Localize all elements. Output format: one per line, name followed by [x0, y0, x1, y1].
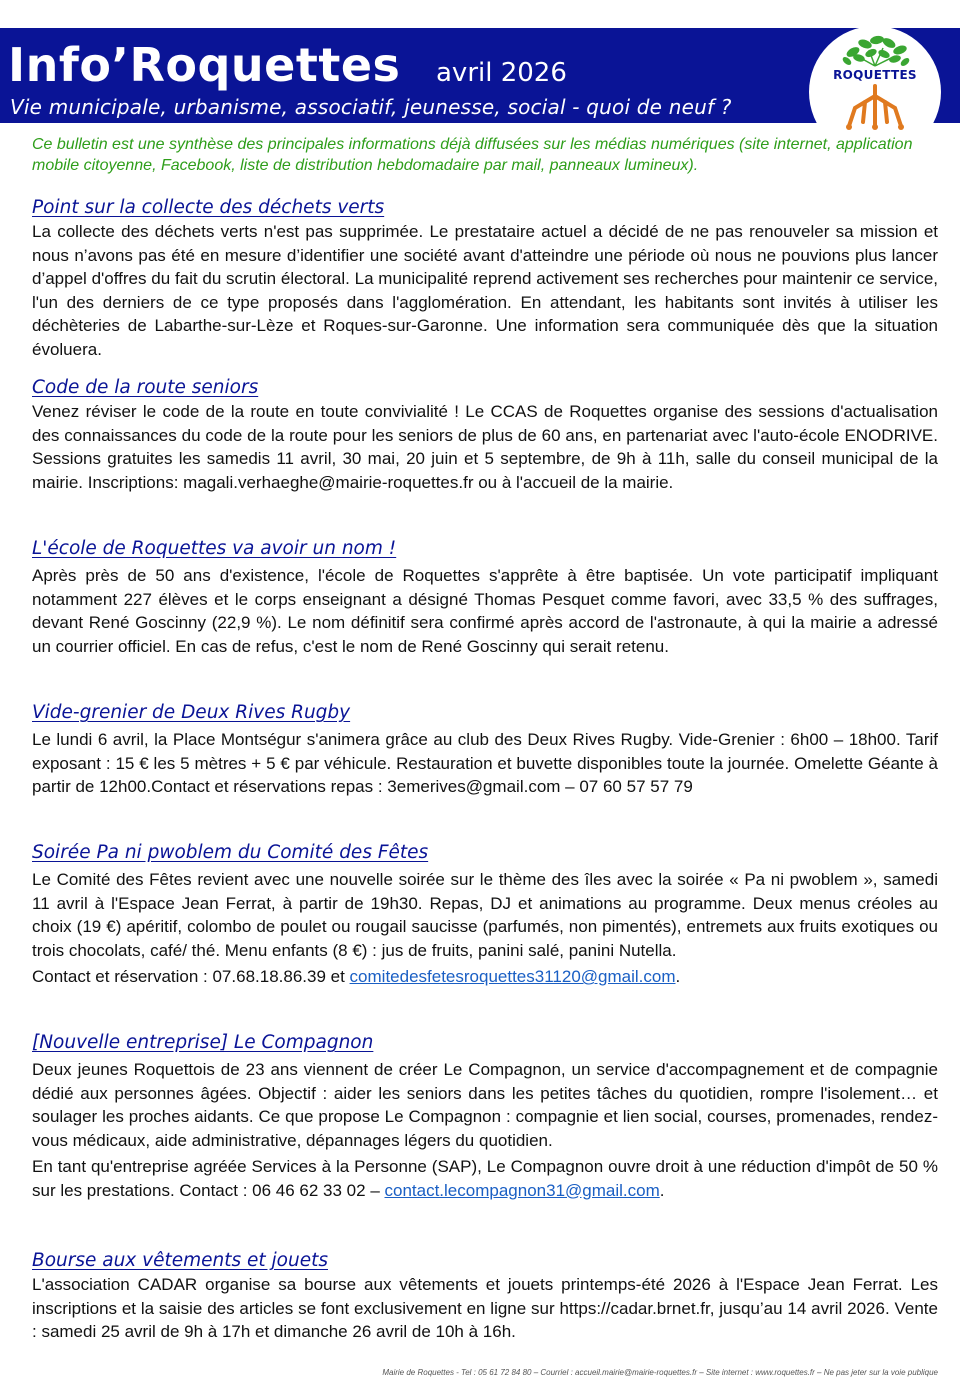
section-body: Le lundi 6 avril, la Place Montségur s'animera grâce au club des Deux Rives Rugby. Vide-Grenier : 6h00 – 18h00. Tarif exposant : 15 € les 5 mètres + 5 € par véhicule. Restauration et buvette disponibles toute la journée. Omelette Géante à partir de 12h00.Contact et réservations repas : 3emerives@gmail.com – 07 60 57 57 79: [32, 730, 938, 796]
section-bourse-vetements: [32, 1249, 938, 1344]
section-body: L'association CADAR organise sa bourse aux vêtements et jouets printemps-été 2026 à l'Espace Jean Ferrat. Les inscriptions et la saisie des articles se font exclusivement en ligne sur https://cadar.brnet.fr, jusqu’au 14 avril 2026. Vente : samedi 25 avril de 9h à 17h et dimanche 26 avril de 10h à 16h.: [32, 1275, 938, 1341]
section-ecole-nom: [32, 537, 938, 658]
section-le-compagnon: [32, 1031, 938, 1202]
tagline: Vie municipale, urbanisme, associatif, jeunesse, social - quoi de neuf ?: [10, 95, 732, 119]
issue-date: avril 2026: [436, 58, 567, 88]
section-body: Deux jeunes Roquettois de 23 ans viennent de créer Le Compagnon, un service d'accompagnement et de compagnie dédié aux personnes âgées. Objectif : aider les seniors dans les petites tâches du quotidien, rompre l'isolement… et soulager les proches aidants. Ce que propose Le Compagnon : compagnie et lien social, courses, promenades, rendez-vous médicaux, aide administrative, dépannages légers du quotidien.: [32, 1060, 938, 1150]
section-title: Soirée Pa ni pwoblem du Comité des Fêtes: [32, 842, 429, 863]
contact-line: [32, 1155, 938, 1202]
section-title: L'école de Roquettes va avoir un nom !: [32, 538, 397, 559]
comite-email-link[interactable]: comitedesfetesroquettes31120@gmail.com: [349, 967, 676, 986]
section-body: Venez réviser le code de la route en toute convivialité ! Le CCAS de Roquettes organise des sessions d'actualisation des connaissances du code de la route pour les seniors de plus de 60 ans, en partenariat avec l'auto-école ENODRIVE. Sessions gratuites les samedis 11 avril, 30 mai, 20 juin et 5 septembre, de 9h à 11h, salle du conseil municipal de la mairie. Inscriptions: magali.verhaeghe@mairie-roquettes.fr ou à l'accueil de la mairie.: [32, 402, 938, 492]
contact-prefix: En tant qu'entreprise agréée Services à la Personne (SAP), Le Compagnon ouvre droit à une réduction d'impôt de 50 % sur les prestations. Contact : 06 46 62 33 02 –: [32, 1157, 938, 1200]
contact-line: [32, 965, 938, 989]
section-title: Point sur la collecte des déchets verts: [32, 197, 385, 218]
section-dechets-verts: [32, 196, 938, 361]
section-body: La collecte des déchets verts n'est pas supprimée. Le prestataire actuel a décidé de ne pas renouveler sa mission et nous n’avons pas été en mesure d’identifier une société avant d'atteindre une période où nous ne pouvions plus lancer d’appel d'offres du fait du scrutin électoral. La municipalité reprend activement ses recherches pour maintenir ce service, l'un des derniers de ce type proposés dans l'agglomération. En attendant, les habitants sont invités à utiliser les déchèteries de Labarthe-sur-Lèze et Roques-sur-Garonne. Une information sera communiquée dès que la situation évoluera.: [32, 222, 938, 359]
section-title: Bourse aux vêtements et jouets: [32, 1250, 328, 1271]
contact-suffix: .: [659, 1180, 665, 1200]
section-title: [Nouvelle entreprise] Le Compagnon: [32, 1032, 374, 1053]
newsletter-title: Info’Roquettes: [8, 38, 401, 92]
footer-contact: Mairie de Roquettes - Tel : 05 61 72 84 80 – Courriel : accueil.mairie@mairie-roquettes.fr – Site internet : www.roquettes.fr – Ne pas jeter sur la voie publique: [382, 1368, 938, 1377]
logo-text: ROQUETTES: [833, 68, 917, 82]
section-title: Vide-grenier de Deux Rives Rugby: [32, 702, 351, 723]
intro-text: Ce bulletin est une synthèse des principales informations déjà diffusées sur les médias numériques (site internet, application mobile citoyenne, Facebook, liste de distribution hebdomadaire par mail, panneaux lumineux).: [32, 136, 913, 174]
contact-prefix: Contact et réservation : 07.68.18.86.39 et: [32, 967, 350, 986]
section-body: Le Comité des Fêtes revient avec une nouvelle soirée sur le thème des îles avec la soirée « Pa ni pwoblem », samedi 11 avril à l'Espace Jean Ferrat, à partir de 19h30. Repas, DJ et animations au programme. Deux menus créoles au choix (19 €) apéritif, colombo de poulet ou rougail saucisse (parfumés, non pimentés), entremets aux fruits exotiques ou trois chocolats, café/ thé. Menu enfants (8 €) : jus de fruits, panini salé, panini Nutella.: [32, 870, 938, 960]
section-code-route: [32, 376, 938, 494]
section-title: Code de la route seniors: [32, 377, 259, 398]
section-soiree-comite: [32, 841, 938, 989]
contact-suffix: .: [675, 967, 681, 986]
compagnon-email-link[interactable]: contact.lecompagnon31@gmail.com: [384, 1180, 660, 1200]
section-body: Après près de 50 ans d'existence, l'école de Roquettes s'apprête à être baptisée. Un vote participatif impliquant notamment 227 élèves et le corps enseignant a désigné Thomas Pesquet comme favori, avec 33,5 % des suffrages, devant René Goscinny (22,9 %). Le nom définitif sera confirmé après accord de l'astronaute, à qui la mairie a adressé un courrier officiel. En cas de refus, c'est le nom de René Goscinny qui serait retenu.: [32, 566, 938, 656]
section-vide-grenier: [32, 701, 938, 799]
